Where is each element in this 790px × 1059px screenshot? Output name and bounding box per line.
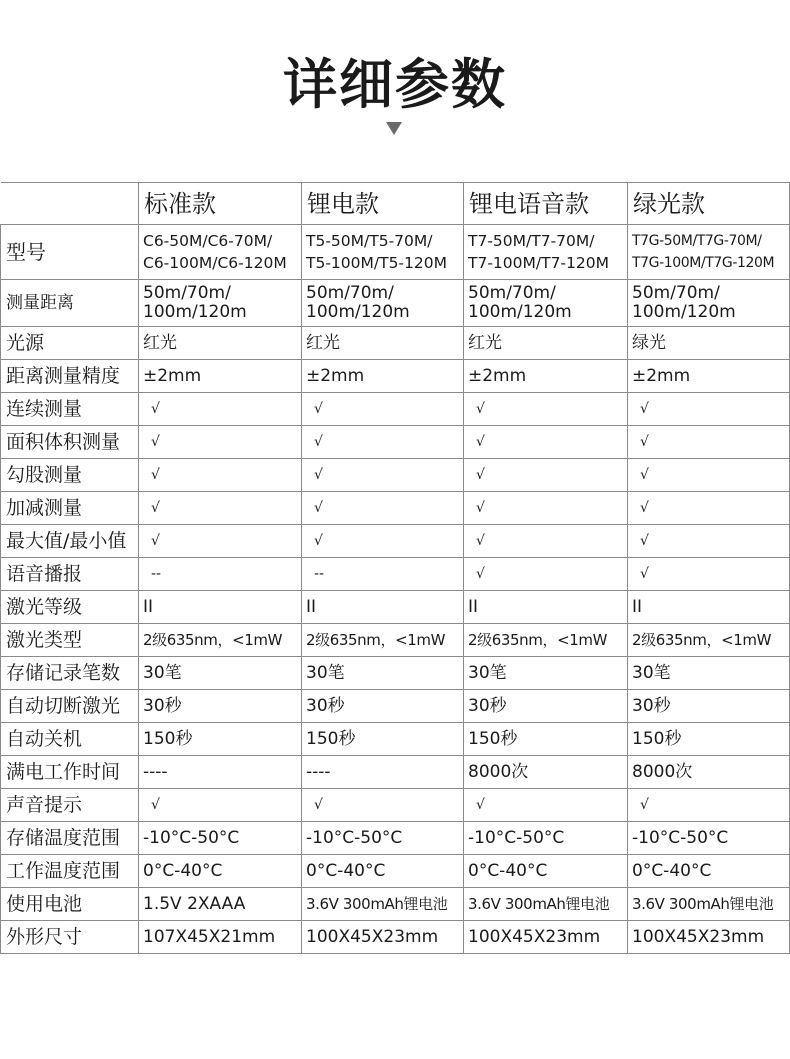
row-label: 光源 xyxy=(1,327,139,360)
table-row xyxy=(1,492,790,525)
table-cell: 150秒 xyxy=(464,723,628,756)
row-label: 加减测量 xyxy=(1,492,139,525)
table-cell: 红光 xyxy=(464,327,628,360)
table-cell: 1.5V 2XAAA xyxy=(139,888,302,921)
spec-table xyxy=(0,182,790,954)
table-cell xyxy=(628,225,790,280)
table-row-distance xyxy=(1,280,790,327)
table-row xyxy=(1,888,790,921)
table-row xyxy=(1,723,790,756)
table-row xyxy=(1,624,790,657)
table-cell xyxy=(464,280,628,327)
table-cell: 2级635nm，<1mW xyxy=(464,624,628,657)
distance-line: 50m/70m/ xyxy=(632,283,720,303)
table-cell: 150秒 xyxy=(139,723,302,756)
table-cell: 2级635nm，<1mW xyxy=(139,624,302,657)
table-row xyxy=(1,921,790,954)
distance-line: 100m/120m xyxy=(306,302,410,322)
table-cell xyxy=(302,225,464,280)
table-row xyxy=(1,756,790,789)
table-cell: √ xyxy=(139,492,302,525)
header-corner-cell xyxy=(1,183,139,225)
table-cell: 2级635nm，<1mW xyxy=(302,624,464,657)
table-cell xyxy=(302,280,464,327)
table-cell: 2级635nm，<1mW xyxy=(628,624,790,657)
table-cell: √ xyxy=(464,426,628,459)
table-cell: 红光 xyxy=(302,327,464,360)
table-row xyxy=(1,327,790,360)
table-cell: √ xyxy=(464,558,628,591)
table-cell: √ xyxy=(464,393,628,426)
table-row-model xyxy=(1,225,790,280)
distance-line: 50m/70m/ xyxy=(306,283,394,303)
table-cell: -10°C-50°C xyxy=(464,822,628,855)
model-line: T7G-50M/T7G-70M/ xyxy=(632,233,762,249)
table-cell: √ xyxy=(464,492,628,525)
table-row xyxy=(1,657,790,690)
table-row xyxy=(1,558,790,591)
table-cell xyxy=(139,280,302,327)
header-lithium: 锂电款 xyxy=(302,183,464,225)
table-cell xyxy=(464,225,628,280)
table-row xyxy=(1,525,790,558)
page-title: 详细参数 xyxy=(283,53,507,116)
distance-line: 100m/120m xyxy=(468,302,572,322)
table-row xyxy=(1,822,790,855)
table-cell: -10°C-50°C xyxy=(302,822,464,855)
table-cell: 3.6V 300mAh锂电池 xyxy=(464,888,628,921)
table-cell: √ xyxy=(464,459,628,492)
table-cell: 30笔 xyxy=(464,657,628,690)
table-row xyxy=(1,393,790,426)
row-label: 外形尺寸 xyxy=(1,921,139,954)
table-cell: 8000次 xyxy=(628,756,790,789)
table-header-row xyxy=(1,183,790,225)
row-label: 面积体积测量 xyxy=(1,426,139,459)
table-cell: 绿光 xyxy=(628,327,790,360)
table-cell: √ xyxy=(464,525,628,558)
row-label: 满电工作时间 xyxy=(1,756,139,789)
table-cell xyxy=(628,280,790,327)
table-row xyxy=(1,789,790,822)
table-cell: √ xyxy=(628,789,790,822)
row-label: 连续测量 xyxy=(1,393,139,426)
table-cell: √ xyxy=(302,525,464,558)
table-cell: 30秒 xyxy=(464,690,628,723)
row-label: 声音提示 xyxy=(1,789,139,822)
row-label: 使用电池 xyxy=(1,888,139,921)
table-cell: 3.6V 300mAh锂电池 xyxy=(628,888,790,921)
table-cell: ±2mm xyxy=(628,360,790,393)
row-label: 勾股测量 xyxy=(1,459,139,492)
table-cell: II xyxy=(628,591,790,624)
row-label: 激光类型 xyxy=(1,624,139,657)
table-cell: -10°C-50°C xyxy=(139,822,302,855)
table-cell: √ xyxy=(628,525,790,558)
table-cell: √ xyxy=(302,492,464,525)
table-cell: 30笔 xyxy=(628,657,790,690)
row-label: 存储温度范围 xyxy=(1,822,139,855)
table-row xyxy=(1,426,790,459)
table-row xyxy=(1,690,790,723)
table-cell: √ xyxy=(302,393,464,426)
row-label: 测量距离 xyxy=(1,280,139,327)
table-cell: √ xyxy=(302,459,464,492)
table-cell: 30秒 xyxy=(139,690,302,723)
row-label: 存储记录笔数 xyxy=(1,657,139,690)
table-cell: 3.6V 300mAh锂电池 xyxy=(302,888,464,921)
row-label: 自动切断激光 xyxy=(1,690,139,723)
table-cell xyxy=(139,225,302,280)
table-cell: ±2mm xyxy=(464,360,628,393)
distance-line: 50m/70m/ xyxy=(143,283,231,303)
row-label: 自动关机 xyxy=(1,723,139,756)
table-row xyxy=(1,459,790,492)
table-cell: √ xyxy=(628,393,790,426)
table-cell: 100X45X23mm xyxy=(464,921,628,954)
table-cell: 0°C-40°C xyxy=(302,855,464,888)
table-row xyxy=(1,855,790,888)
header-green: 绿光款 xyxy=(628,183,790,225)
table-cell: 150秒 xyxy=(302,723,464,756)
down-arrow-icon xyxy=(386,122,402,135)
table-cell: √ xyxy=(628,426,790,459)
model-line: C6-100M/C6-120M xyxy=(143,254,287,272)
table-cell: -10°C-50°C xyxy=(628,822,790,855)
table-cell: 100X45X23mm xyxy=(628,921,790,954)
table-cell: √ xyxy=(302,426,464,459)
table-cell: √ xyxy=(628,492,790,525)
model-line: T7-50M/T7-70M/ xyxy=(468,232,595,250)
table-cell: 30笔 xyxy=(139,657,302,690)
table-cell: ±2mm xyxy=(302,360,464,393)
table-cell: -- xyxy=(302,558,464,591)
table-cell: √ xyxy=(139,393,302,426)
table-cell: ---- xyxy=(302,756,464,789)
model-line: T7-100M/T7-120M xyxy=(468,254,609,272)
table-cell: 30笔 xyxy=(302,657,464,690)
table-cell: √ xyxy=(464,789,628,822)
table-row xyxy=(1,591,790,624)
table-cell: √ xyxy=(628,558,790,591)
row-label: 激光等级 xyxy=(1,591,139,624)
header-lithium-voice: 锂电语音款 xyxy=(464,183,628,225)
table-cell: √ xyxy=(139,525,302,558)
table-cell: √ xyxy=(139,426,302,459)
model-line: T5-50M/T5-70M/ xyxy=(306,232,433,250)
table-cell: 红光 xyxy=(139,327,302,360)
table-cell: ---- xyxy=(139,756,302,789)
model-line: T7G-100M/T7G-120M xyxy=(632,255,775,271)
table-row xyxy=(1,360,790,393)
table-cell: √ xyxy=(302,789,464,822)
table-cell: II xyxy=(464,591,628,624)
model-line: C6-50M/C6-70M/ xyxy=(143,232,273,250)
row-label: 最大值/最小值 xyxy=(1,525,139,558)
table-cell: 150秒 xyxy=(628,723,790,756)
table-cell: 0°C-40°C xyxy=(628,855,790,888)
table-cell: ±2mm xyxy=(139,360,302,393)
table-cell: 0°C-40°C xyxy=(139,855,302,888)
row-label: 语音播报 xyxy=(1,558,139,591)
row-label: 距离测量精度 xyxy=(1,360,139,393)
table-cell: 30秒 xyxy=(302,690,464,723)
table-cell: II xyxy=(139,591,302,624)
table-cell: 100X45X23mm xyxy=(302,921,464,954)
table-cell: -- xyxy=(139,558,302,591)
table-cell: 30秒 xyxy=(628,690,790,723)
table-cell: √ xyxy=(139,459,302,492)
table-cell: 107X45X21mm xyxy=(139,921,302,954)
distance-line: 100m/120m xyxy=(632,302,736,322)
header-standard: 标准款 xyxy=(139,183,302,225)
table-cell: 0°C-40°C xyxy=(464,855,628,888)
distance-line: 100m/120m xyxy=(143,302,247,322)
table-cell: II xyxy=(302,591,464,624)
row-label: 型号 xyxy=(1,225,139,280)
distance-line: 50m/70m/ xyxy=(468,283,556,303)
table-cell: √ xyxy=(628,459,790,492)
table-cell: √ xyxy=(139,789,302,822)
row-label: 工作温度范围 xyxy=(1,855,139,888)
table-cell: 8000次 xyxy=(464,756,628,789)
model-line: T5-100M/T5-120M xyxy=(306,254,447,272)
